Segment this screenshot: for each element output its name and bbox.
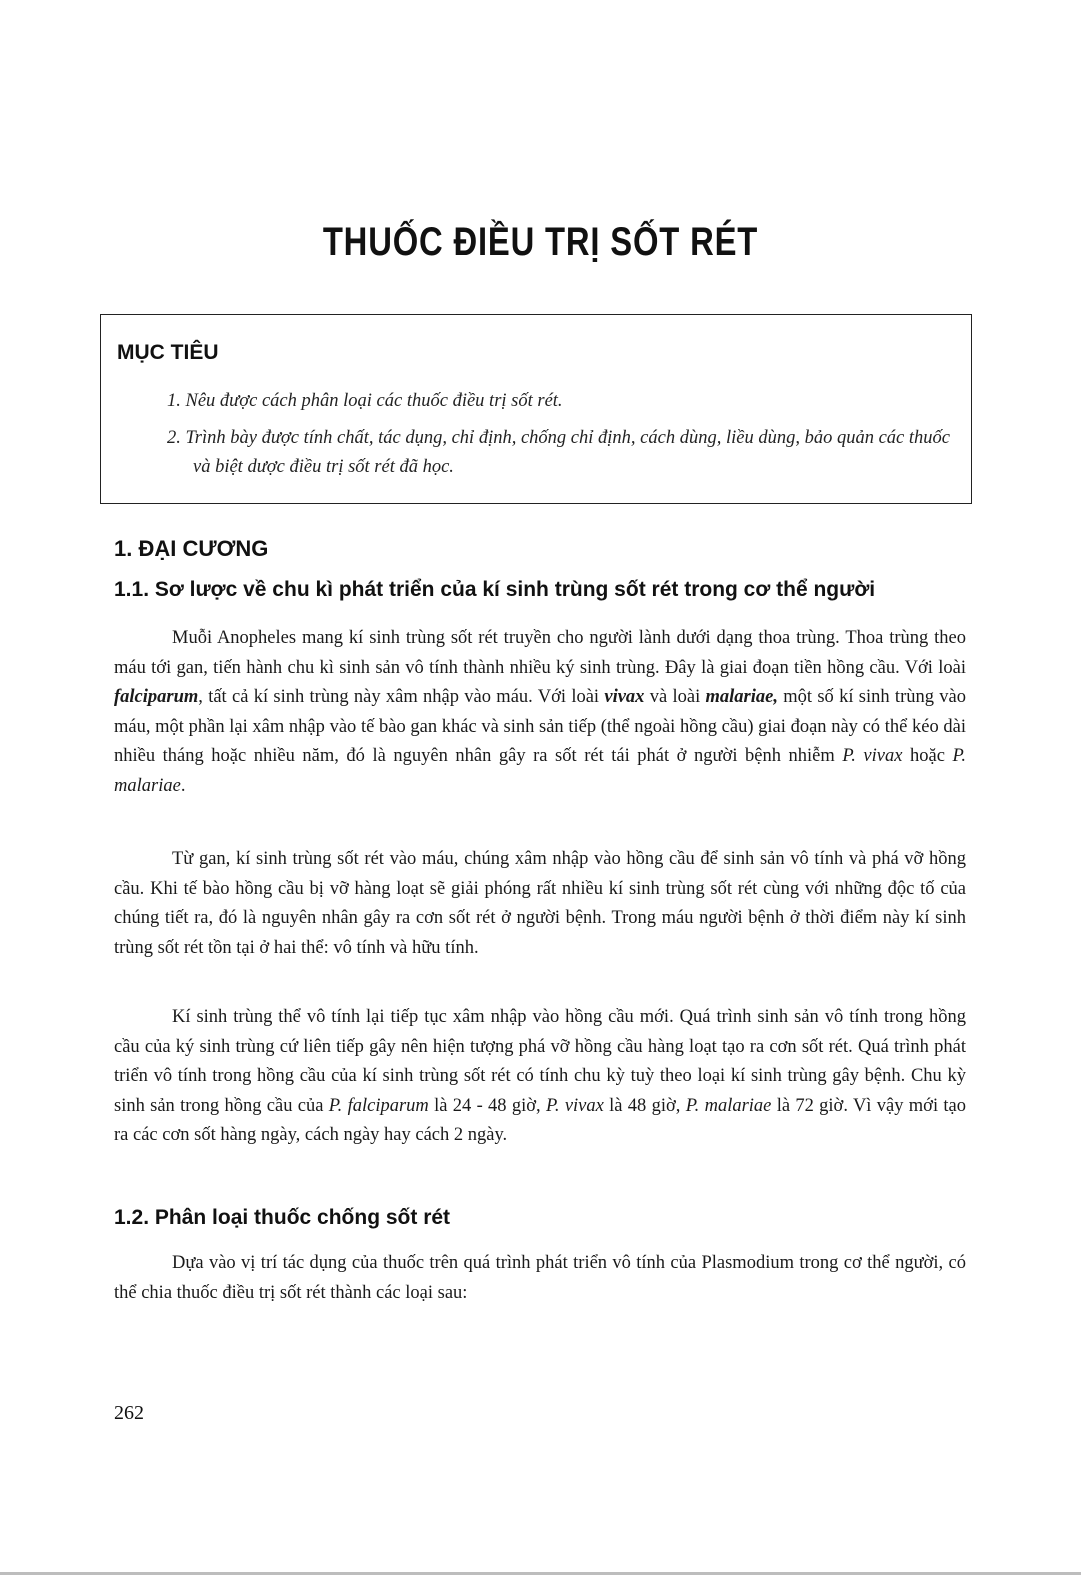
subsection-heading: 1.1. Sơ lược về chu kì phát triển của kí sinh trùng sốt rét trong cơ thể người	[114, 578, 876, 601]
paragraph	[114, 624, 966, 801]
objectives-list	[101, 387, 971, 490]
species-name: P. malariae	[685, 1095, 772, 1116]
species-name: P. vivax	[545, 1095, 604, 1116]
objective-item: 2. Trình bày được tính chất, tác dụng, chỉ định, chống chỉ định, cách dùng, liều dùng, bảo quản các thuốc và biệt dược điều trị sốt rét đã học.	[167, 428, 950, 477]
scan-edge-line	[0, 1572, 1081, 1575]
objective-item: 1. Nêu được cách phân loại các thuốc điều trị sốt rét.	[167, 391, 563, 411]
species-name: malariae,	[705, 687, 778, 707]
paragraph: Dựa vào vị trí tác dụng của thuốc trên quá trình phát triển vô tính của Plasmodium trong cơ thể người, có thể chia thuốc điều trị sốt rét thành các loại sau:	[114, 1253, 966, 1303]
objectives-box	[100, 314, 972, 504]
text-run: là 48 giờ,	[603, 1095, 686, 1116]
species-name: P. falciparum	[328, 1095, 429, 1116]
page-number: 262	[114, 1402, 144, 1424]
subsection-heading: 1.2. Phân loại thuốc chống sốt rét	[114, 1206, 451, 1229]
text-run: Kí sinh trùng thể vô tính lại tiếp tục xâm nhập vào hồng cầu mới. Quá trình sinh sản vô tính trong hồng cầu của ký sinh trùng cứ liên tiếp gây nên hiện tượng phá vỡ hồng cầu hàng loạt tạo ra cơn sốt rét. Quá trình phát triển vô tính trong hồng cầu của kí sinh trùng sốt rét có tính chu kỳ tuỳ theo loại kí sinh trùng gây bệnh. Chu kỳ sinh sản trong hồng cầu của	[114, 1007, 966, 1116]
text-run: một số kí sinh trùng vào máu, một phần lại xâm nhập vào tế bào gan khác và sinh sản tiếp (thể ngoài hồng cầu) giai đoạn này có thể kéo dài nhiều tháng hoặc nhiều năm, đó là nguyên nhân gây ra sốt rét tái phát ở người bệnh nhiễm	[114, 687, 966, 766]
text-run: , tất cả kí sinh trùng này xâm nhập vào máu. Với loài	[198, 687, 605, 707]
species-name: falciparum	[114, 687, 199, 707]
chapter-title: THUỐC ĐIỀU TRỊ SỐT RÉT	[322, 220, 759, 264]
paragraph	[114, 1003, 966, 1151]
text-run: là 72 giờ. Vì vậy mới tạo ra các cơn sốt hàng ngày, cách ngày hay cách 2 ngày.	[114, 1095, 966, 1145]
text-run: và loài	[644, 687, 706, 707]
text-run: .	[180, 775, 186, 796]
species-name: vivax	[604, 687, 645, 707]
text-run: Muỗi Anopheles mang kí sinh trùng sốt rét truyền cho người lành dưới dạng thoa trùng. Thoa trùng theo máu tới gan, tiến hành chu kì sinh sản vô tính thành nhiều ký sinh trùng. Đây là giai đoạn tiền hồng cầu. Với loài	[114, 628, 966, 678]
text-run: là 24 - 48 giờ,	[428, 1095, 546, 1116]
text-run: hoặc	[902, 746, 953, 766]
species-name: P. vivax	[842, 746, 903, 766]
species-name: P. malariae	[114, 746, 966, 796]
objectives-heading: MỤC TIÊU	[117, 341, 219, 364]
section-heading: 1. ĐẠI CƯƠNG	[114, 536, 269, 561]
paragraph: Từ gan, kí sinh trùng sốt rét vào máu, chúng xâm nhập vào hồng cầu để sinh sản vô tính và phá vỡ hồng cầu. Khi tế bào hồng cầu bị vỡ hàng loạt sẽ giải phóng rất nhiều kí sinh trùng sốt rét cùng với những độc tố của chúng tiết ra, đó là nguyên nhân gây ra cơn sốt rét ở người bệnh. Trong máu người bệnh ở thời điểm này kí sinh trùng sốt rét tồn tại ở hai thể: vô tính và hữu tính.	[114, 849, 966, 958]
